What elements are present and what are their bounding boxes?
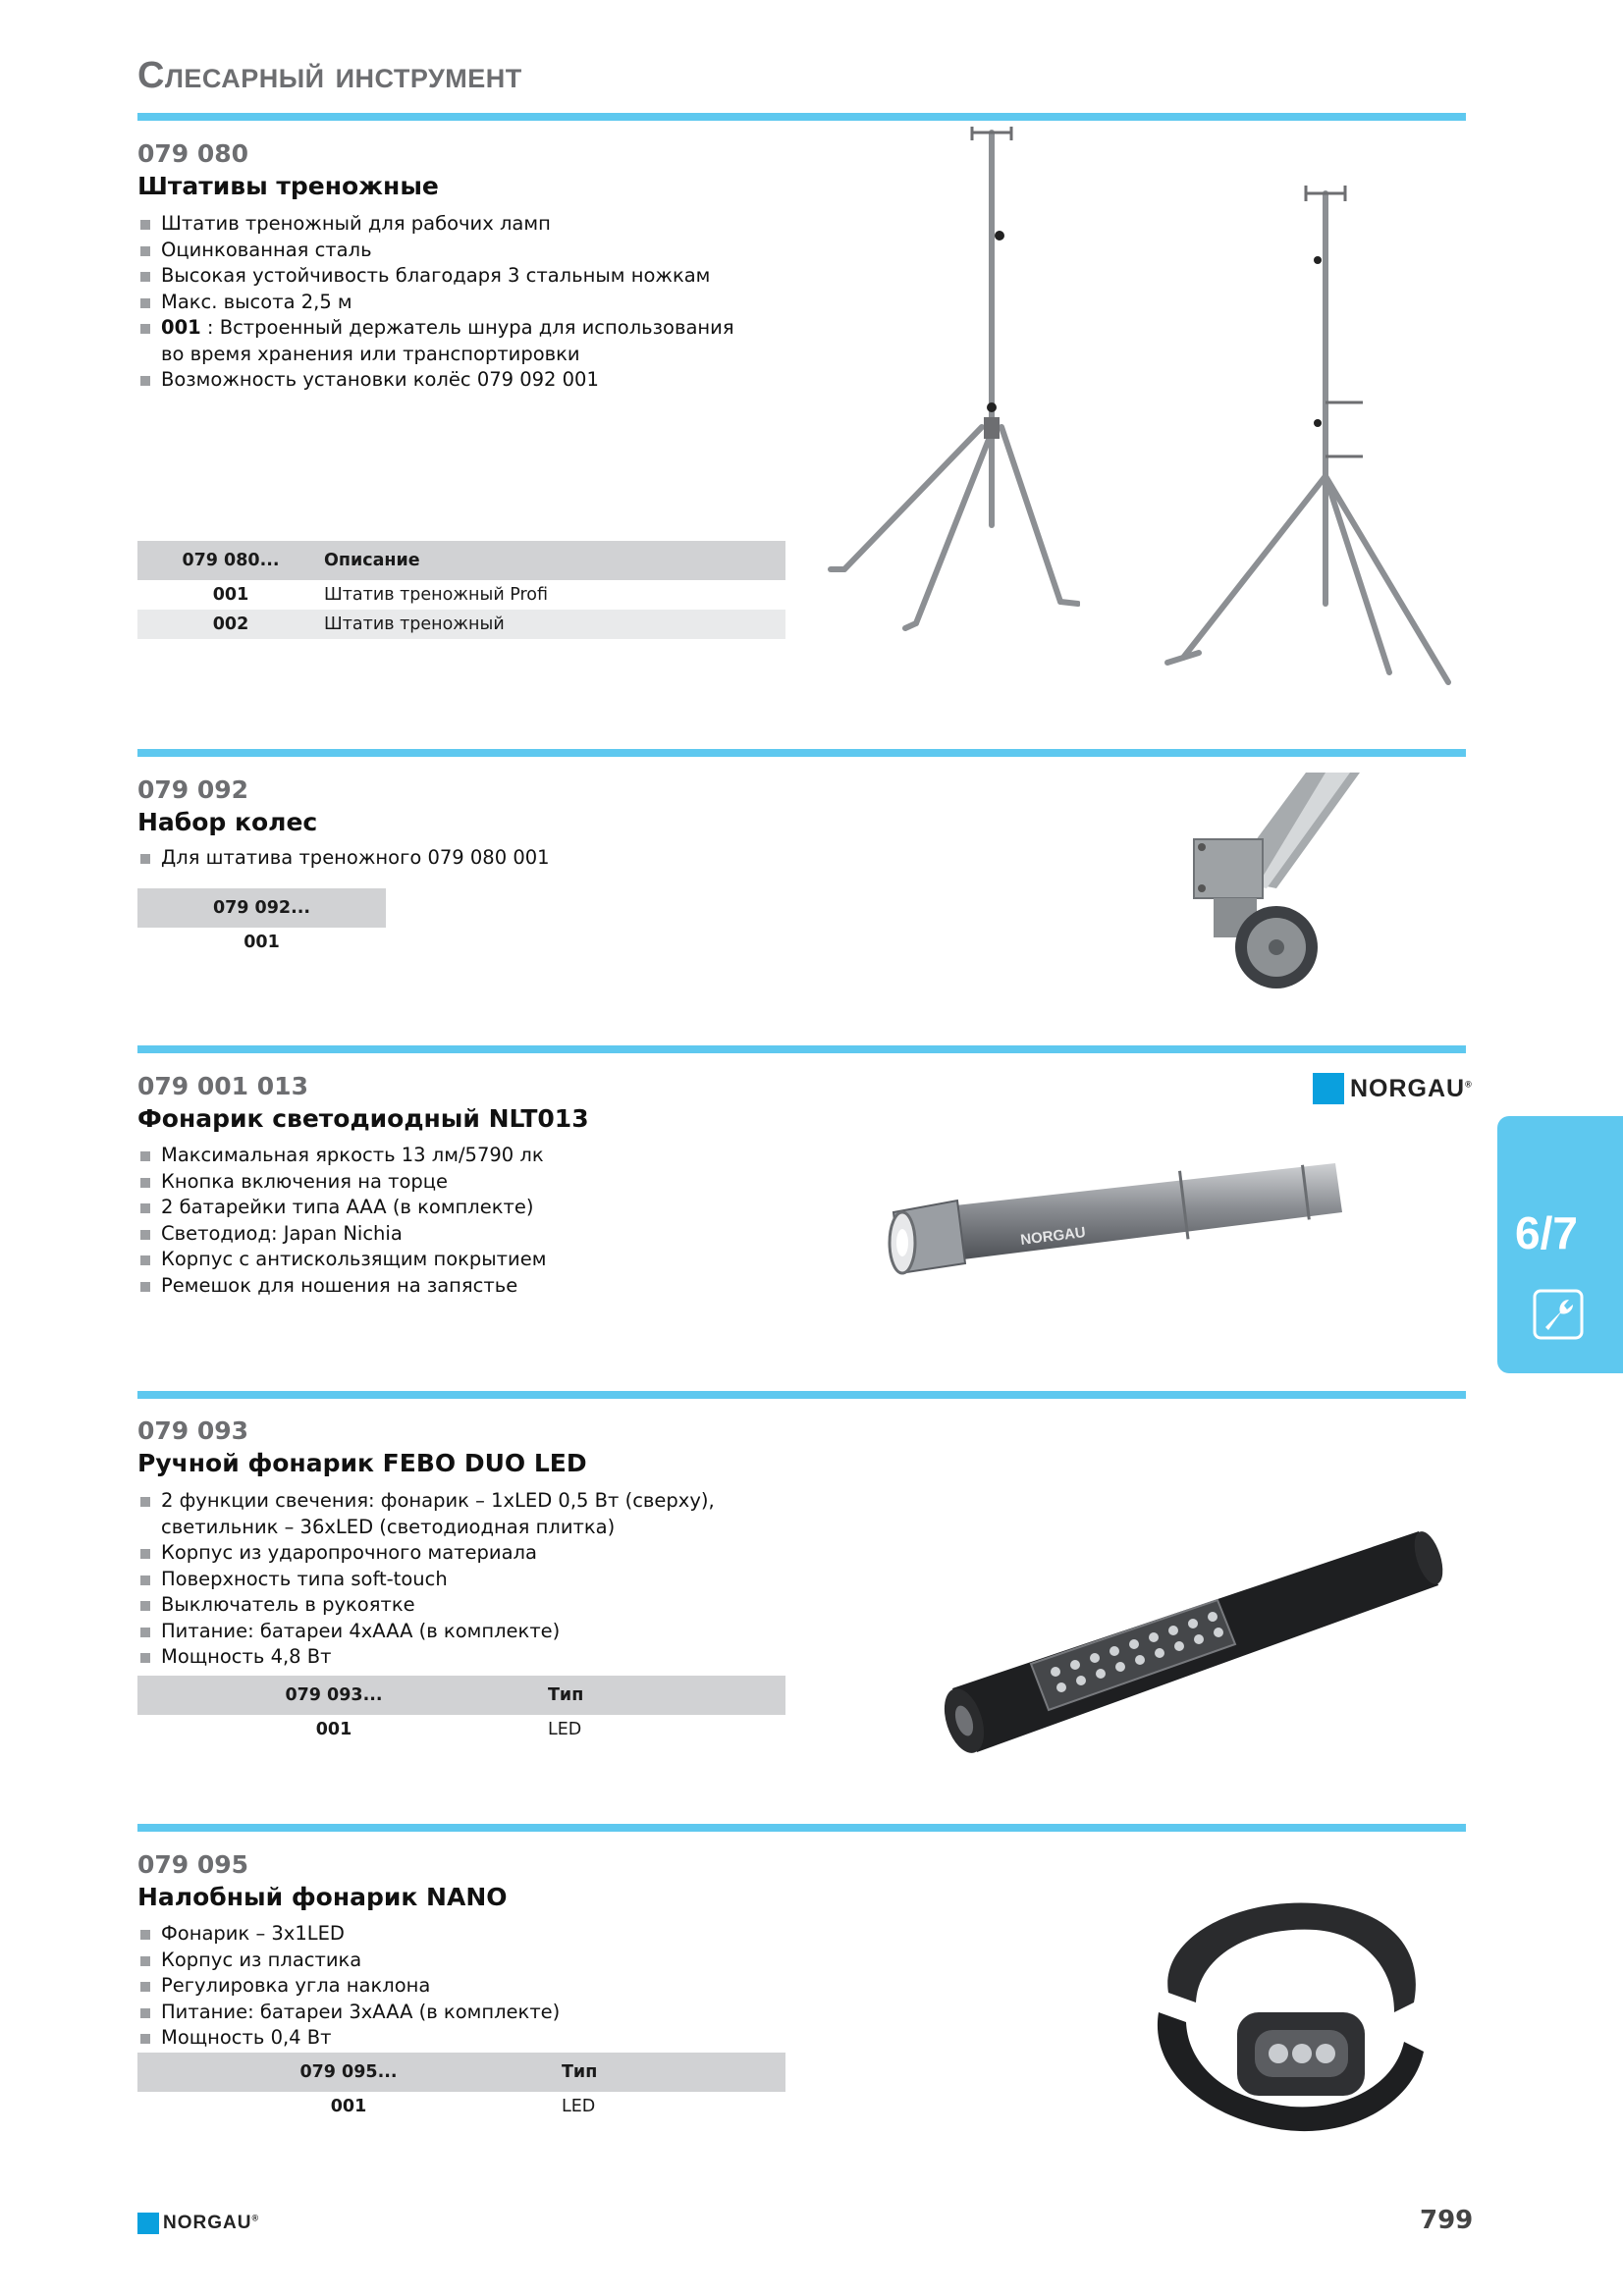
feature-list [137,845,746,872]
table-row [137,610,785,639]
product-title: Ручной фонарик FEBO DUO LED [137,1449,587,1477]
table-row [137,928,386,957]
feature-list [137,1488,746,1671]
feature-item: Выключатель в рукоятке [137,1592,746,1619]
column-header: 079 095... [137,2053,560,2092]
feature-item: Высокая устойчивость благодаря 3 стальным ножкам [137,263,746,290]
page-title: Слесарный инструмент [137,55,522,96]
table-cell: LED [548,1720,582,1739]
column-header: Описание [324,541,785,580]
table-cell: LED [562,2097,596,2116]
feature-item: Светодиод: Japan Nichia [137,1221,746,1248]
brand-name: NORGAU [1350,1074,1466,1102]
bold-prefix: 001 [161,316,201,339]
brand-square-icon [137,2213,159,2234]
section-tab[interactable] [1497,1116,1623,1373]
tripod-profi-image [825,123,1080,643]
feature-item: Макс. высота 2,5 м [137,290,746,316]
flashlight-febo-duo-image [923,1507,1453,1772]
feature-item: Фонарик – 3x1LED [137,1921,746,1948]
feature-item: Оцинкованная сталь [137,238,746,264]
table-cell: 002 [137,610,324,639]
feature-item: Возможность установки колёс 079 092 001 [137,367,746,394]
feature-list [137,211,746,394]
product-code: 079 080 [137,139,249,168]
product-title: Налобный фонарик NANO [137,1883,508,1911]
headlamp-nano-image [1129,1865,1453,2160]
feature-text: Встроенный держатель шнура для использования во время хранения или транспортировки [161,316,734,365]
column-header: 079 092... [137,888,386,928]
product-title: Набор колес [137,808,318,836]
section-rule [137,749,1466,757]
column-header: 079 080... [137,541,324,580]
registered-mark: ® [1465,1079,1473,1090]
table-row [137,2092,785,2121]
table-cell: 001 [315,1720,352,1739]
table-cell: 001 [212,585,249,605]
footer-brand-logo [137,2213,259,2234]
section-rule [137,1824,1466,1832]
product-code: 079 001 013 [137,1072,308,1100]
feature-list [137,1143,746,1299]
feature-item: Корпус из ударопрочного материала [137,1540,746,1567]
product-title: Фонарик светодиодный NLT013 [137,1104,589,1133]
product-code: 079 093 [137,1416,249,1445]
spec-table [137,541,785,639]
feature-item: Кнопка включения на торце [137,1169,746,1196]
table-row [137,580,785,610]
feature-item: Регулировка угла наклона [137,1973,746,2000]
brand-square-icon [1313,1073,1344,1104]
feature-item: Максимальная яркость 13 лм/5790 лк [137,1143,746,1169]
feature-item: Корпус из пластика [137,1948,746,1974]
tripod-standard-image [1163,182,1468,692]
feature-item: Для штатива треножного 079 080 001 [137,845,746,872]
column-header: Тип [530,1676,785,1715]
table-row [137,1715,785,1744]
column-header: Тип [560,2053,785,2092]
table-cell: Штатив треножный [324,610,785,639]
feature-item: 2 батарейки типа AAA (в комплекте) [137,1195,746,1221]
table-cell: 001 [243,933,280,952]
feature-item: Ремешок для ношения на запястье [137,1273,746,1300]
feature-item: Мощность 4,8 Вт [137,1644,746,1671]
section-rule [137,1391,1466,1399]
section-rule [137,1045,1466,1053]
feature-item: Питание: батареи 4xAAA (в комплекте) [137,1619,746,1645]
section-tab-label: 6/7 [1515,1207,1578,1258]
registered-mark: ® [251,2213,260,2223]
feature-item: Питание: батареи 3xAAA (в комплекте) [137,2000,746,2026]
product-title: Штативы треножные [137,172,439,200]
feature-item: Корпус с антискользящим покрытием [137,1247,746,1273]
feature-item: Поверхность типа soft-touch [137,1567,746,1593]
wheel-set-image [1188,771,1375,996]
spec-table [137,888,386,957]
feature-item [137,315,746,367]
spec-table [137,1676,785,1744]
feature-item: Мощность 0,4 Вт [137,2025,746,2052]
spec-table [137,2053,785,2121]
table-cell: 001 [330,2097,367,2116]
prefix-separator: : [200,316,220,339]
brand-name: NORGAU [163,2213,252,2233]
feature-list [137,1921,746,2052]
feature-item: 2 функции свечения: фонарик – 1xLED 0,5 Вт (сверху), светильник – 36xLED (светодиодная плитка) [137,1488,746,1540]
page-number: 799 [1420,2206,1474,2235]
product-code: 079 095 [137,1850,249,1879]
table-cell: Штатив треножный Profi [324,585,549,605]
feature-item: Штатив треножный для рабочих ламп [137,211,746,238]
column-header: 079 093... [137,1676,530,1715]
header-rule [137,113,1466,121]
brand-logo [1313,1073,1473,1104]
flashlight-print: NORGAU [1019,1223,1087,1249]
product-code: 079 092 [137,775,249,804]
flashlight-nlt013-image [879,1144,1370,1310]
wrench-icon [1533,1289,1584,1340]
